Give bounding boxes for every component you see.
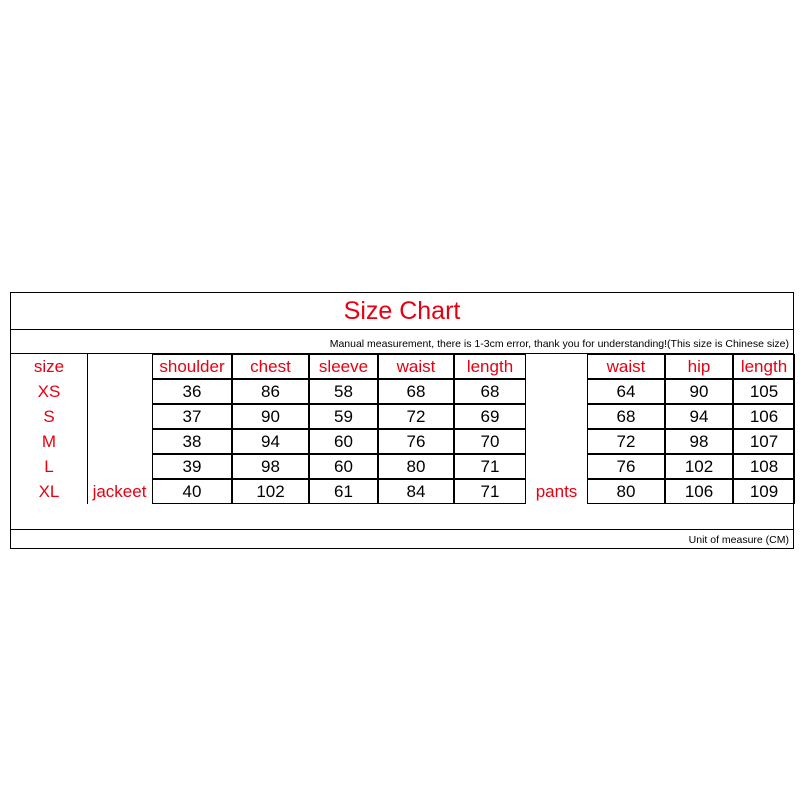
pants-group-label: pants (535, 481, 578, 501)
jacket-value: 60 (309, 454, 378, 479)
size-label: S (43, 406, 55, 426)
pants-value: 68 (587, 404, 665, 429)
size-label: XL (38, 481, 60, 501)
jacket-value: 38 (152, 429, 232, 454)
pants-value: 105 (733, 379, 795, 404)
table-row (11, 454, 793, 479)
jacket-value: 80 (378, 454, 454, 479)
table-row (11, 429, 793, 454)
pants-value: 106 (665, 479, 733, 504)
jacket-value: 39 (152, 454, 232, 479)
column-divider (152, 354, 153, 504)
jacket-value: 68 (454, 379, 526, 404)
pants-value: 76 (587, 454, 665, 479)
jacket-value: 69 (454, 404, 526, 429)
pants-value: 72 (587, 429, 665, 454)
jacket-value: 94 (232, 429, 309, 454)
jacket-value: 71 (454, 454, 526, 479)
size-chart (10, 292, 794, 549)
jacket-header-sleeve: sleeve (309, 354, 378, 379)
size-header: size (33, 356, 65, 376)
jacket-value: 98 (232, 454, 309, 479)
pants-header-hip: hip (665, 354, 733, 379)
pants-value: 98 (665, 429, 733, 454)
unit-note: Unit of measure (CM) (688, 533, 789, 546)
table-row (11, 379, 793, 404)
pants-value: 64 (587, 379, 665, 404)
measurement-note: Manual measurement, there is 1-3cm error, thank you for understanding!(This size is Chinese size) (329, 338, 789, 350)
pants-header-waist: waist (587, 354, 665, 379)
jacket-value: 90 (232, 404, 309, 429)
jacket-value: 36 (152, 379, 232, 404)
jacket-header-waist: waist (378, 354, 454, 379)
jacket-value: 84 (378, 479, 454, 504)
pants-value: 108 (733, 454, 795, 479)
jacket-value: 72 (378, 404, 454, 429)
pants-value: 80 (587, 479, 665, 504)
jacket-value: 68 (378, 379, 454, 404)
pants-value: 102 (665, 454, 733, 479)
jacket-value: 58 (309, 379, 378, 404)
jacket-value: 86 (232, 379, 309, 404)
jacket-value: 70 (454, 429, 526, 454)
title-row (11, 293, 793, 330)
jacket-group-label: jackeet (92, 481, 147, 501)
jacket-value: 37 (152, 404, 232, 429)
pants-header-length: length (733, 354, 795, 379)
pants-value: 94 (665, 404, 733, 429)
chart-title: Size Chart (343, 296, 461, 325)
pants-value: 106 (733, 404, 795, 429)
jacket-value: 60 (309, 429, 378, 454)
jacket-value: 76 (378, 429, 454, 454)
pants-value: 90 (665, 379, 733, 404)
size-label: L (44, 456, 54, 476)
jacket-value: 40 (152, 479, 232, 504)
note-row (11, 330, 793, 354)
jacket-header-shoulder: shoulder (152, 354, 232, 379)
header-row (11, 354, 793, 379)
jacket-header-length: length (454, 354, 526, 379)
pants-value: 109 (733, 479, 795, 504)
jacket-value: 71 (454, 479, 526, 504)
table-row (11, 479, 793, 504)
column-divider (587, 354, 588, 504)
jacket-header-chest: chest (232, 354, 309, 379)
unit-row (11, 529, 793, 549)
column-divider (87, 354, 88, 504)
table-row (11, 404, 793, 429)
jacket-value: 102 (232, 479, 309, 504)
jacket-value: 59 (309, 404, 378, 429)
size-label: M (41, 431, 57, 451)
size-label: XS (37, 381, 61, 401)
jacket-value: 61 (309, 479, 378, 504)
pants-value: 107 (733, 429, 795, 454)
